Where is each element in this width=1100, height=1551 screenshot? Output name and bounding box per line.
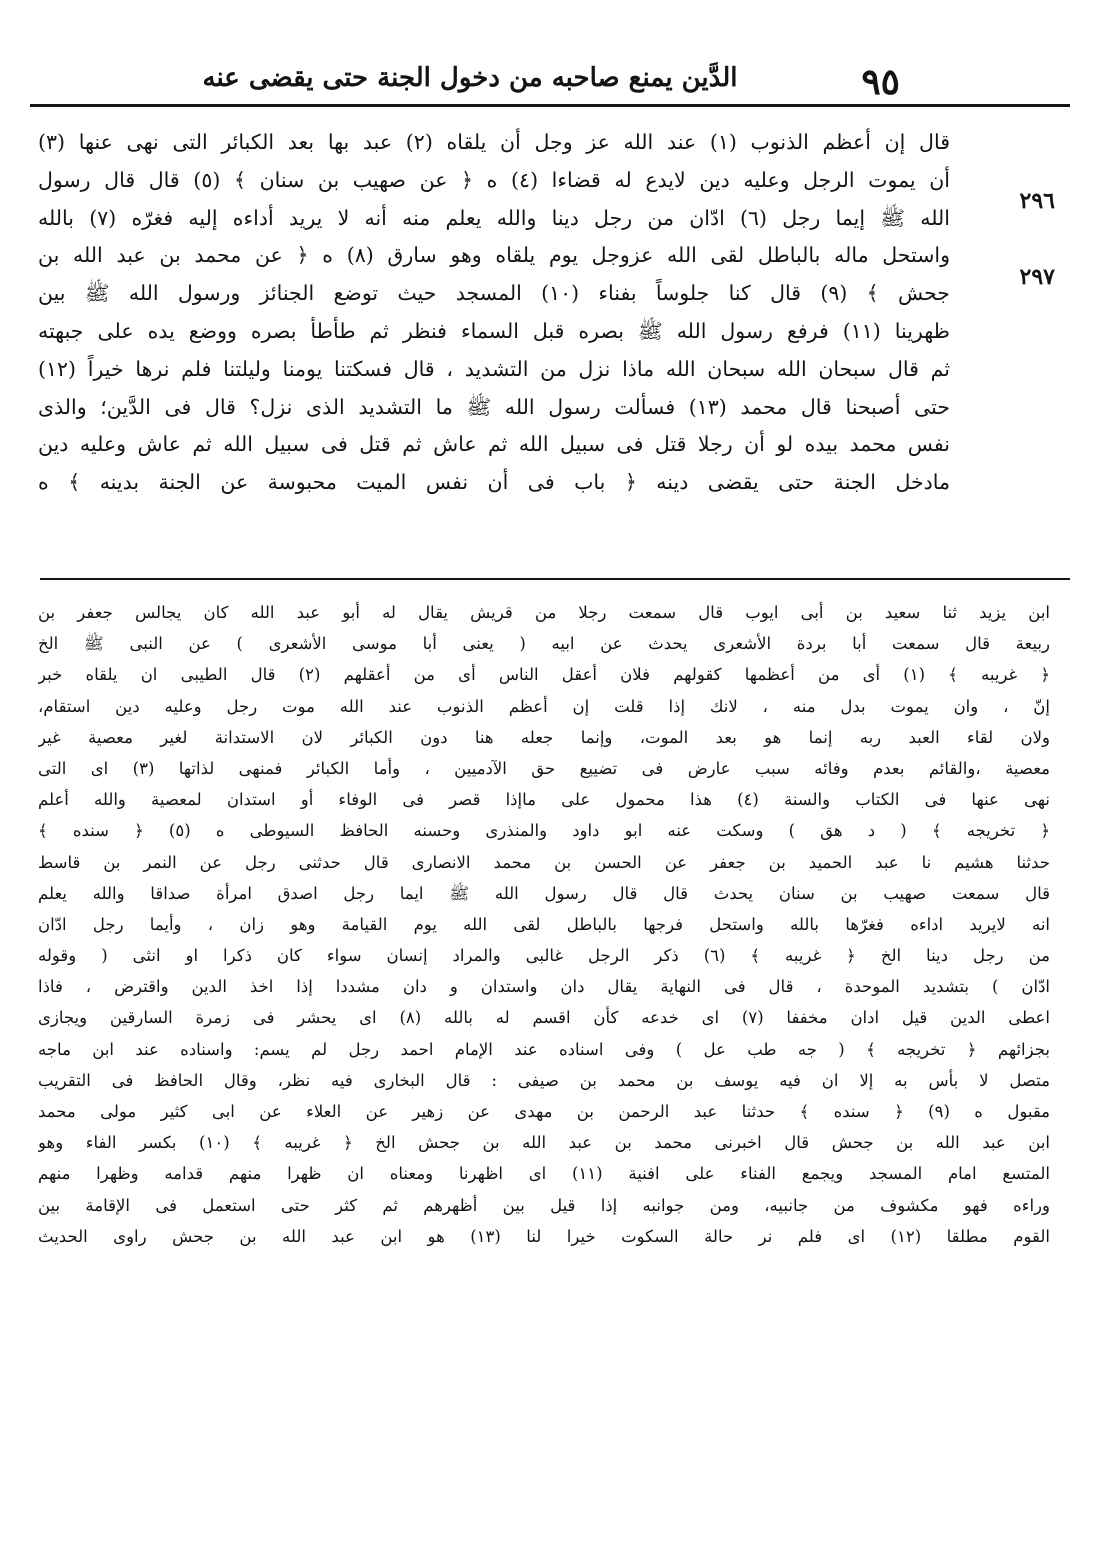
text-line: مادخل الجنة حتى يقضى دينه ﴿ باب فى أن نفس الميت محبوسة عن الجنة بدينه ﴾ ه: [38, 470, 950, 495]
text-line: الله ﷺ إيما رجل (٦) ادّان من رجل دينا والله يعلم منه أنه لا يريد أداءه إليه فغرّه (٧) بالله: [38, 205, 950, 230]
note-line: ﴿ غريبه ﴾ (١) أى من أعظمها كقولهم فلان أعقل الناس أى من أعقلهم (٢) قال الطيبى ان يلقاه خبر: [38, 665, 1050, 685]
page-header: [30, 55, 1070, 105]
footnotes: [38, 597, 1050, 1252]
hadith-number: ٢٩٦: [1019, 188, 1055, 214]
note-line: ابن يزيد ثنا سعيد بن أبى ايوب قال سمعت رجلا من قريش يقال له أبو عبد الله كان يجالس جعفر بن: [38, 603, 1050, 622]
note-line: متصل لا بأس به إلا ان فيه يوسف بن محمد بن صيفى : قال البخارى فيه نظر، وقال الحافظ فى التقريب: [38, 1070, 1050, 1090]
text-line: ظهرينا (١١) فرفع رسول الله ﷺ بصره قبل السماء فنظر ثم طأطأ بصره ووضع يده على جبهته: [38, 318, 950, 343]
note-line: ﴿ تخريجه ﴾ ( د هق ) وسكت عنه ابو داود والمنذرى وحسنه الحافظ السيوطى ه (٥) ﴿ سنده ﴾: [38, 821, 1050, 841]
note-line: انه لايريد اداءه فغرّها بالله واستحل فرجها بالباطل لقى الله يوم القيامة وهو زان ، وأيما رجل ادّان: [38, 914, 1050, 934]
text-line: قال إن أعظم الذنوب (١) عند الله عز وجل أن يلقاه (٢) عبد بها بعد الكبائر التى نهى عنها (٣): [38, 130, 950, 154]
note-line: مقبول ه (٩) ﴿ سنده ﴾ حدثنا عبد الرحمن بن مهدى عن زهير عن العلاء عن ابى كثير مولى محمد: [38, 1102, 1050, 1121]
hadith-number: ٢٩٧: [1019, 264, 1055, 290]
running-title: الدَّين يمنع صاحبه من دخول الجنة حتى يقضى عنه: [202, 63, 738, 93]
note-line: المتسع امام المسجد ويجمع الفناء على افنية (١١) اى اظهرنا ومعناه ان ظهرا منهم قدامه وظهرا منهم: [38, 1164, 1050, 1184]
text-line: واستحل ماله بالباطل لقى الله عزوجل يوم يلقاه وهو سارق (٨) ه ﴿ عن محمد بن عبد الله بن: [38, 243, 950, 268]
note-line: قال سمعت صهيب بن سنان يحدث قال قال رسول الله ﷺ ايما رجل اصدق امرأة صداقا والله يعلم: [38, 883, 1050, 903]
header-rule: [30, 104, 1070, 107]
note-line: وراءه فهو مكشوف من جانبيه، ومن جوانبه إذا قيل بين أظهرهم ثم كثر حتى استعمل فى الإقامة بين: [38, 1195, 1050, 1215]
note-line: ربيعة قال سمعت أبا بردة الأشعرى يحدث عن ابيه ( يعنى أبا موسى الأشعرى ) عن النبى ﷺ الخ: [38, 634, 1050, 654]
main-text: [38, 124, 950, 502]
footnote-separator: [40, 578, 1070, 580]
text-line: حتى أصبحنا قال محمد (١٣) فسألت رسول الله ﷺ ما التشديد الذى نزل؟ قال فى الدَّين؛ والذى: [38, 394, 950, 419]
text-line: جحش ﴾ (٩) قال كنا جلوساً بفناء (١٠) المسجد حيث توضع الجنائز ورسول الله ﷺ بين: [38, 281, 950, 306]
note-line: ولان لقاء العبد ربه إنما هو بعد الموت، وإنما جعله هنا دون الكبائر لان الاستدانة لغير معصية غير: [38, 727, 1050, 747]
note-line: اعطى الدين قيل ادان مخففا (٧) اى خدعه كأن اقسم له بالله (٨) اى يحشر فى زمرة السارقين ويجازى: [38, 1008, 1050, 1028]
note-line: بجزائهم ﴿ تخريجه ﴾ ( جه طب عل ) وفى اسناده عند الإمام احمد رجل لم يسم: واسناده عند ابن ماجه: [38, 1039, 1050, 1059]
page-number: ٩٥: [861, 61, 900, 103]
note-line: نهى عنها فى الكتاب والسنة (٤) هذا محمول على ماإذا قصر فى الوفاء أو استدان لمعصية والله أعلم: [38, 790, 1050, 810]
note-line: ادّان ) بتشديد الموحدة ، قال فى النهاية يقال دان واستدان و دان مشددا إذا اخذ الدين واقترض ، فاذا: [38, 977, 1050, 997]
note-line: إنّ ، وان يموت بدل منه ، لانك إذا قلت إن أعظم الذنوب عند الله موت رجل وعليه دين استقام،: [38, 696, 1050, 716]
note-line: حدثنا هشيم نا عبد الحميد بن جعفر عن الحسن بن محمد الانصارى قال حدثنى رجل عن النمر بن قاسط: [38, 852, 1050, 872]
note-line: من رجل دينا الخ ﴿ غريبه ﴾ (٦) ذكر الرجل غالبى والمراد إنسان سواء كان ذكرا او انثى ( وقوله: [38, 946, 1050, 966]
note-line: القوم مطلقا (١٢) اى فلم نر حالة السكوت خيرا لنا (١٣) هو ابن عبد الله بن جحش راوى الحديث: [38, 1226, 1050, 1246]
note-line: ابن عبد الله بن جحش قال اخبرنى محمد بن عبد الله بن جحش الخ ﴿ غريبه ﴾ (١٠) بكسر الفاء وهو: [38, 1133, 1050, 1153]
text-line: نفس محمد بيده لو أن رجلا قتل فى سبيل الله ثم عاش ثم قتل فى سبيل الله ثم عاش وعليه دين: [38, 432, 950, 457]
text-line: ثم قال سبحان الله سبحان الله ماذا نزل من التشديد ، قال فسكتنا يومنا وليلتنا فلم نرها خيراً (١٢): [38, 356, 950, 381]
text-line: أن يموت الرجل وعليه دين لايدع له قضاءا (٤) ه ﴿ عن صهيب بن سنان ﴾ (٥) قال قال رسول: [38, 167, 950, 192]
note-line: معصية ،والقائم بعدم وفائه سبب عارض فى تضييع حق الآدميين ، وأما الكبائر فمنهى لذاتها (٣) اى التى: [38, 758, 1050, 778]
